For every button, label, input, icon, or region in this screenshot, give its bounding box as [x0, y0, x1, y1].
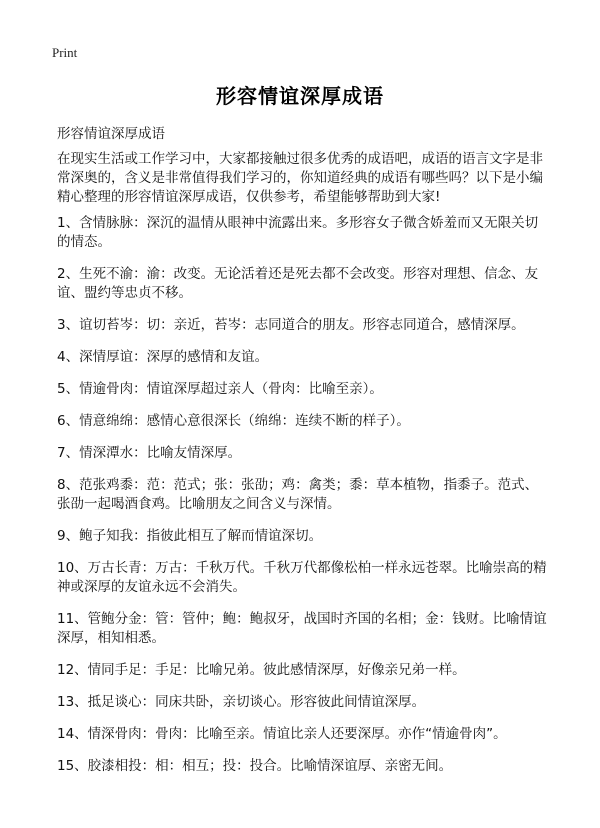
idiom-entry-11: 11、管鲍分金：管：管仲；鲍：鲍叔牙，战国时齐国的名相；金：钱财。比喻情谊深厚，相知相悉。	[57, 611, 547, 646]
idiom-entry-3: 3、谊切苔岑：切：亲近，苔岑：志同道合的朋友。形容志同道合，感情深厚。	[57, 317, 525, 333]
idiom-entry-5: 5、情逾骨肉：情谊深厚超过亲人（骨肉：比喻至亲）。	[57, 381, 383, 397]
idiom-entry-8: 8、范张鸡黍：范：范式；张：张劭；鸡：禽类；黍：草本植物，指黍子。范式、张劭一起喝酒食鸡。比喻朋友之间含义与深情。	[57, 477, 539, 512]
idiom-entry-2: 2、生死不渝：渝：改变。无论活着还是死去都不会改变。形容对理想、信念、友谊、盟约等忠贞不移。	[57, 266, 539, 301]
idiom-entry-14: 14、情深骨肉：骨肉：比喻至亲。情谊比亲人还要深厚。亦作“情逾骨肉”。	[57, 726, 507, 742]
idiom-entry-4: 4、深情厚谊：深厚的感情和友谊。	[57, 349, 269, 365]
idiom-entry-9: 9、鲍子知我：指彼此相互了解而情谊深切。	[57, 528, 323, 544]
document-title: 形容情谊深厚成语	[216, 84, 384, 108]
idiom-entry-13: 13、抵足谈心：同床共卧，亲切谈心。形容彼此间情谊深厚。	[57, 694, 426, 710]
idiom-entry-7: 7、情深潭水：比喻友情深厚。	[57, 445, 242, 461]
intro-paragraph: 在现实生活或工作学习中，大家都接触过很多优秀的成语吧，成语的语言文字是非常深奥的，含义是非常值得我们学习的，你知道经典的成语有哪些吗？以下是小编精心整理的形容情谊深厚成语，仅供参考，希望能够帮助到大家!	[57, 151, 543, 205]
idiom-list	[57, 214, 547, 789]
idiom-entry-1: 1、含情脉脉：深沉的温情从眼神中流露出来。多形容女子微含娇羞而又无限关切的情态。	[57, 215, 539, 250]
idiom-entry-12: 12、情同手足：手足：比喻兄弟。彼此感情深厚，好像亲兄弟一样。	[57, 662, 466, 678]
idiom-entry-10: 10、万古长青：万古：千秋万代。千秋万代都像松柏一样永远苍翠。比喻崇高的精神或深厚的友谊永远不会消失。	[57, 560, 547, 595]
idiom-entry-15: 15、胶漆相投：相：相互；投：投合。比喻情深谊厚、亲密无间。	[57, 758, 453, 774]
print-label: Print	[52, 45, 78, 60]
idiom-entry-6: 6、情意绵绵：感情心意很深长（绵绵：连续不断的样子）。	[57, 413, 410, 429]
document-subtitle: 形容情谊深厚成语	[57, 126, 165, 142]
